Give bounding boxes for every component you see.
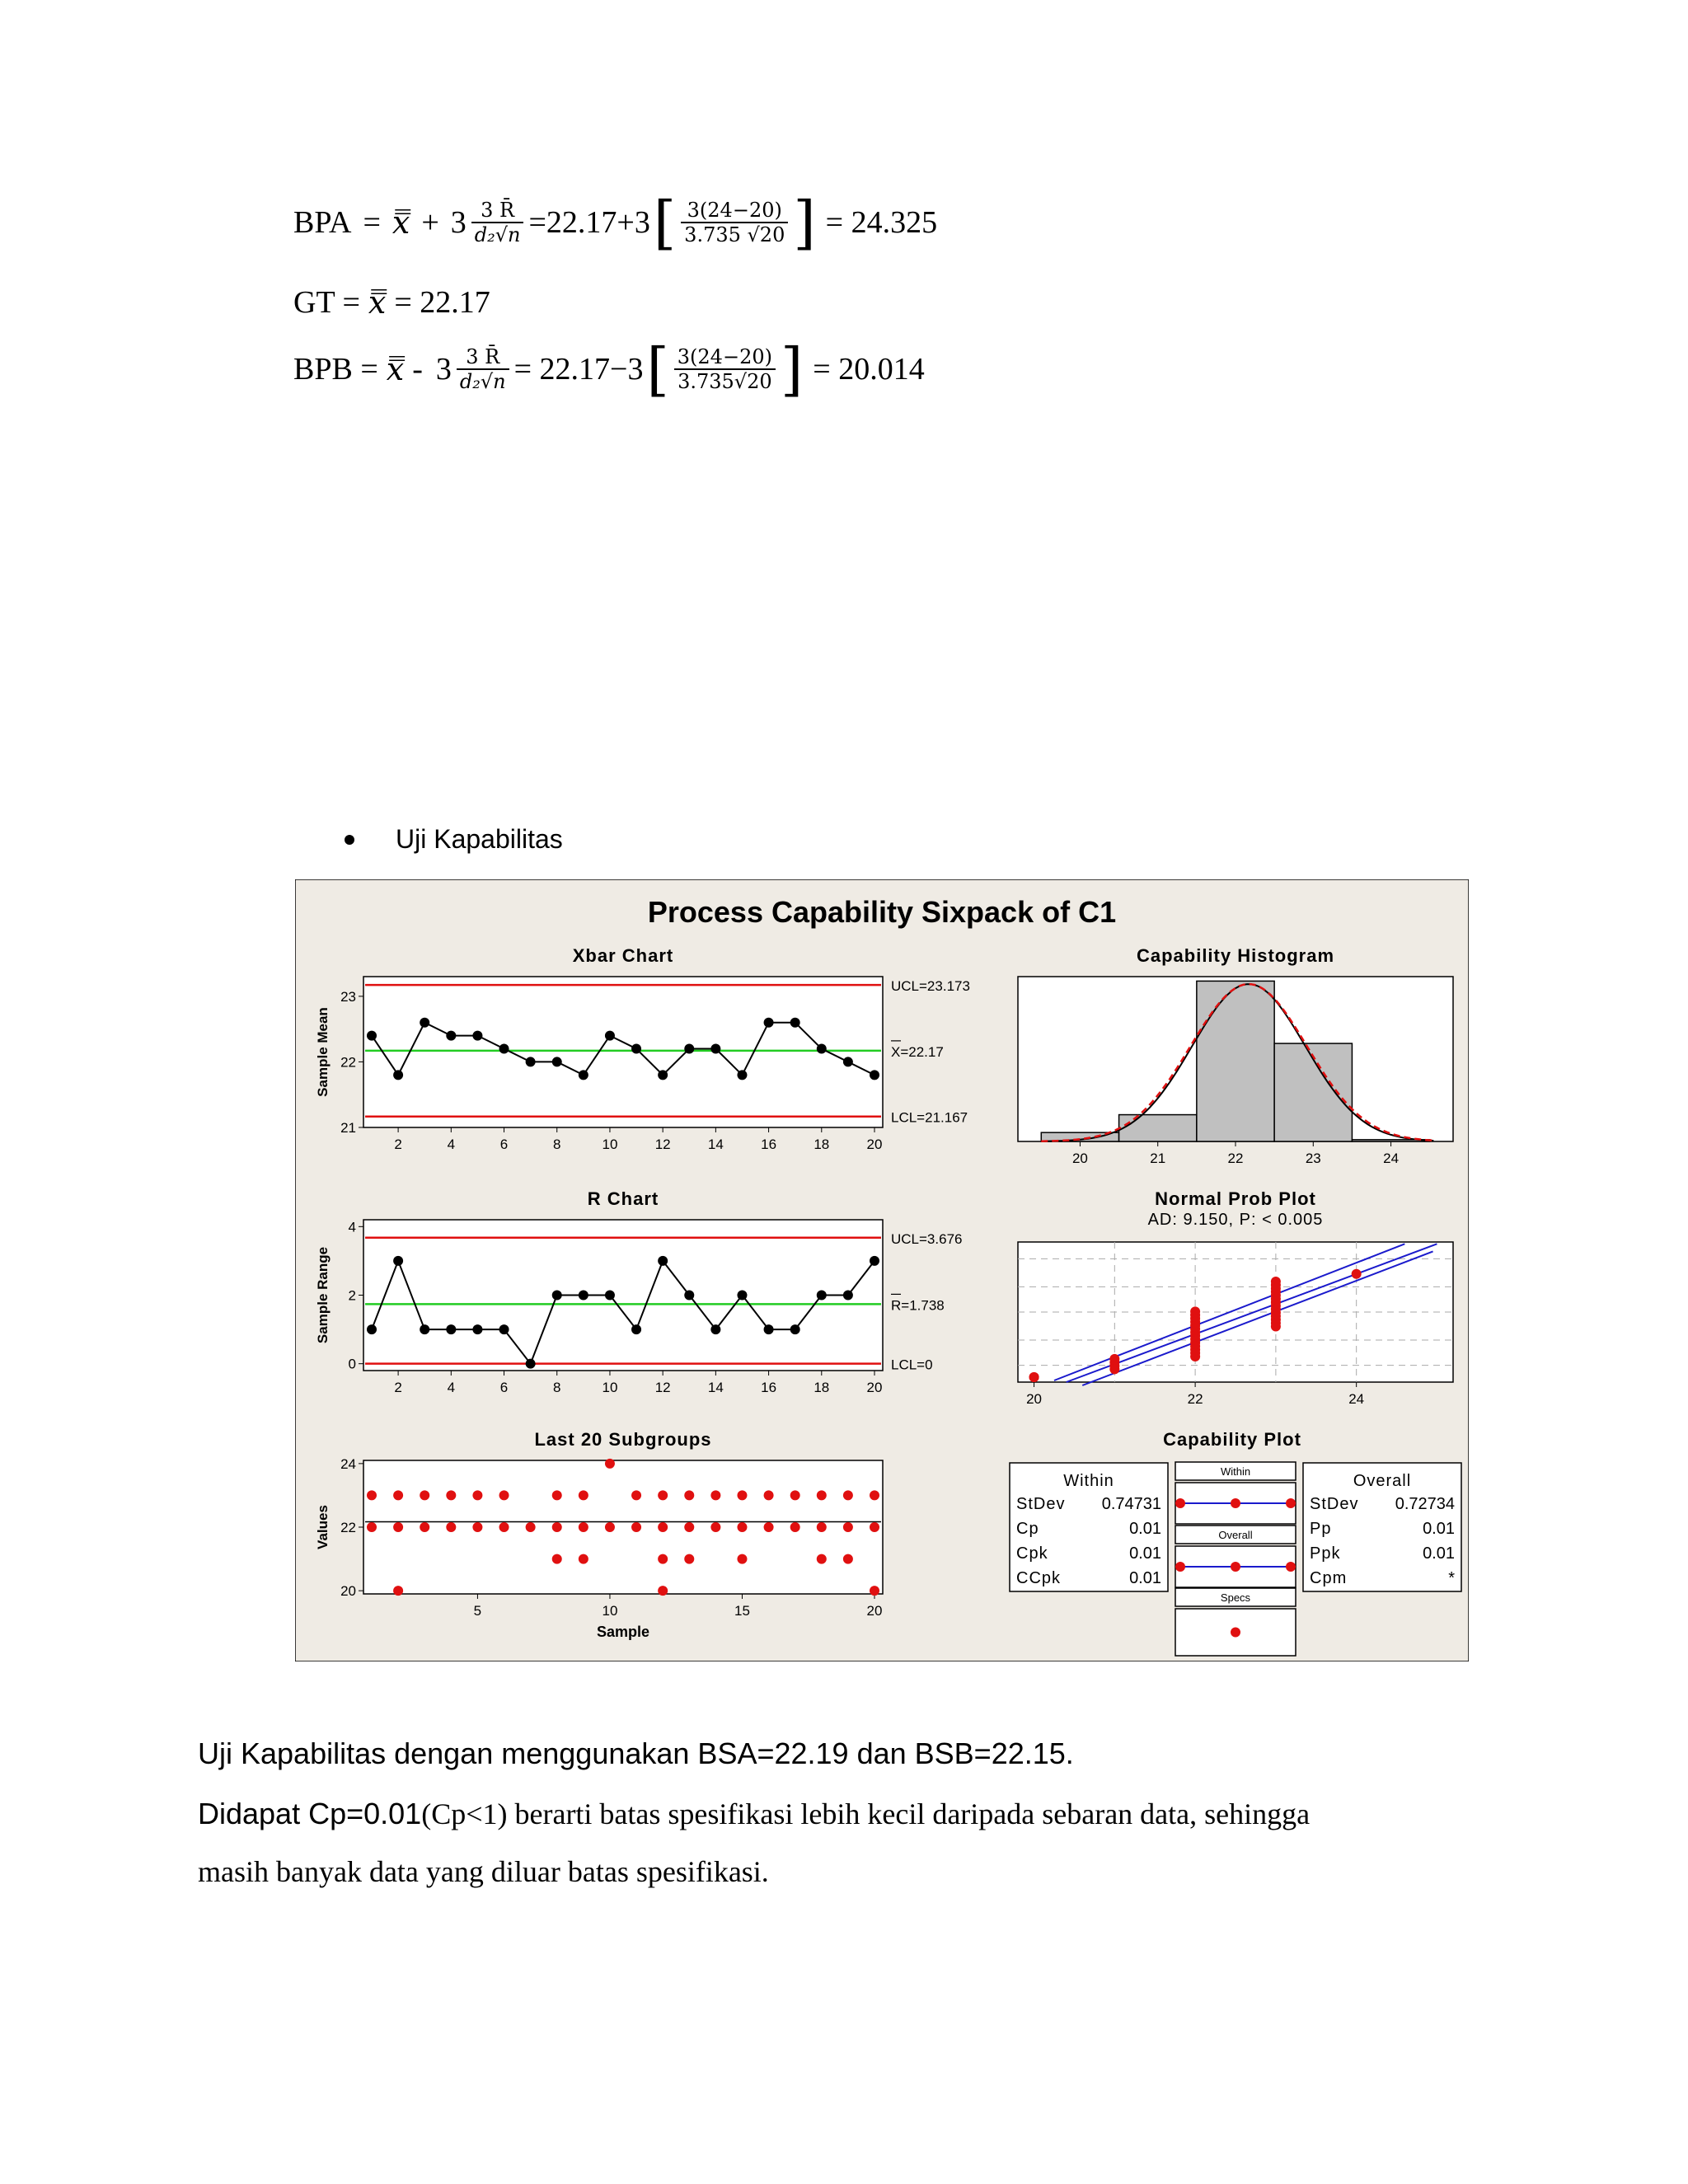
overall-table-header: Overall (1353, 1472, 1412, 1490)
xbar-xtick-label: 18 (814, 1137, 830, 1152)
rchart-point (446, 1324, 456, 1334)
xbar-xtick-label: 12 (654, 1137, 671, 1152)
xbar-ylabel: Sample Mean (315, 1007, 331, 1097)
prob-xtick-label: 22 (1187, 1391, 1203, 1407)
rchart-plot-area (363, 1220, 883, 1371)
bpa-equals: = (363, 205, 381, 240)
last-point (367, 1522, 377, 1532)
last-point (870, 1490, 879, 1500)
xbar-xtick-label: 4 (447, 1137, 456, 1152)
overall-legend-point (1231, 1562, 1240, 1572)
xbar-xtick-label: 14 (707, 1137, 724, 1152)
last-point (420, 1490, 429, 1500)
xbar-point (817, 1044, 827, 1054)
bpa-fraction (471, 199, 524, 246)
last-plot-area (363, 1460, 883, 1594)
xbar-center-label: X=22.17 (891, 1043, 944, 1060)
last-point (658, 1522, 668, 1532)
overall-legend-point (1175, 1562, 1185, 1572)
bpa-br-num: 3(24−20) (687, 199, 782, 222)
bpa-xbar: x̿ (392, 204, 410, 241)
rchart-xtick-label: 16 (761, 1380, 777, 1395)
last-point (579, 1490, 588, 1500)
sixpack-figure (295, 879, 1469, 1661)
rchart-point (764, 1324, 774, 1334)
last-point (710, 1490, 720, 1500)
overall-row-value: 0.01 (1423, 1544, 1455, 1563)
bpb-frac-num: 3 R̄ (466, 345, 500, 368)
rchart-point (684, 1291, 694, 1301)
xbar-xtick-label: 16 (761, 1137, 777, 1152)
rchart-point (817, 1291, 827, 1301)
last-ytick-label: 22 (340, 1520, 356, 1535)
xbar-xtick-label: 2 (394, 1137, 402, 1152)
rchart-ytick-label: 0 (348, 1356, 356, 1372)
equation-bpa (293, 189, 938, 256)
last-point (367, 1490, 377, 1500)
last-point (420, 1522, 429, 1532)
r-chart (315, 1188, 962, 1395)
last-point (843, 1554, 853, 1564)
last-point (737, 1522, 747, 1532)
xbar-point (737, 1070, 747, 1080)
last-ylabel: Values (315, 1505, 331, 1549)
within-legend-label: Within (1220, 1465, 1251, 1478)
last-point (446, 1490, 456, 1500)
xbar-point (579, 1070, 588, 1080)
xbar-point (420, 1018, 429, 1028)
last-point (579, 1522, 588, 1532)
last-point (526, 1522, 536, 1532)
last-point (393, 1490, 403, 1500)
prob-point (1109, 1364, 1119, 1374)
hist-xtick-label: 22 (1227, 1151, 1244, 1166)
bpb-frac-den: d₂√n (457, 368, 509, 393)
bpb-xbar: x̿ (386, 351, 405, 387)
overall-legend-label: Overall (1218, 1529, 1253, 1541)
paragraph-2 (198, 1797, 1310, 1831)
within-row-value: 0.01 (1129, 1544, 1161, 1563)
last-point (817, 1554, 827, 1564)
last-point (605, 1522, 615, 1532)
within-row-value: 0.01 (1129, 1569, 1161, 1587)
bpa-label: BPA (293, 205, 352, 240)
rchart-point (843, 1291, 853, 1301)
last-point (658, 1490, 668, 1500)
last-point (817, 1522, 827, 1532)
xbar-title: Xbar Chart (572, 945, 674, 966)
bullet-item (345, 824, 563, 855)
overall-row-value: 0.72734 (1395, 1495, 1455, 1513)
bullet-text: Uji Kapabilitas (396, 824, 563, 854)
last-xtick-label: 15 (734, 1603, 750, 1619)
rchart-point (737, 1291, 747, 1301)
last-point (393, 1586, 403, 1596)
last-point (393, 1522, 403, 1532)
rchart-ylabel: Sample Range (315, 1246, 331, 1344)
overall-row-label: Pp (1310, 1520, 1332, 1538)
last-point (684, 1490, 694, 1500)
last-point (870, 1586, 879, 1596)
hist-bar (1119, 1115, 1197, 1141)
gt-result: = 22.17 (394, 285, 490, 320)
last-xlabel: Sample (596, 1624, 650, 1640)
last-point (684, 1554, 694, 1564)
hist-bar (1197, 981, 1274, 1141)
xbar-point (367, 1031, 377, 1041)
xbar-point (843, 1057, 853, 1066)
xbar-point (631, 1044, 641, 1054)
rchart-xtick-label: 12 (654, 1380, 671, 1395)
xbar-ytick-label: 22 (340, 1054, 356, 1071)
overall-legend-point (1286, 1562, 1296, 1572)
bpa-br-den: 3.735 √20 (681, 222, 788, 246)
figure-title: Process Capability Sixpack of C1 (647, 895, 1117, 929)
bullet-dot-icon (345, 835, 354, 845)
within-legend-point (1286, 1498, 1296, 1508)
rchart-xtick-label: 18 (814, 1380, 830, 1395)
rchart-xtick-label: 10 (602, 1380, 618, 1395)
bpa-frac-den: d₂√n (471, 222, 524, 246)
rchart-point (367, 1324, 377, 1334)
overall-row-label: StDev (1310, 1495, 1359, 1513)
within-row-label: CCpk (1016, 1569, 1062, 1587)
xbar-point (446, 1031, 456, 1041)
rchart-point (790, 1324, 800, 1334)
xbar-plot-area (363, 977, 883, 1127)
rchart-point (526, 1359, 536, 1369)
bpb-minus: - (412, 352, 423, 387)
last-point (631, 1522, 641, 1532)
xbar-point (605, 1031, 615, 1041)
hist-title: Capability Histogram (1136, 945, 1335, 966)
xbar-ytick-label: 23 (340, 988, 356, 1005)
paragraph-2-sans: Didapat Cp=0.01 (198, 1797, 422, 1830)
cap-title: Capability Plot (1163, 1429, 1301, 1450)
last-title: Last 20 Subgroups (534, 1429, 712, 1450)
xbar-point (764, 1018, 774, 1028)
last-point (737, 1490, 747, 1500)
xbar-ytick-label: 21 (340, 1120, 356, 1136)
bpb-result: = 20.014 (813, 352, 925, 387)
rchart-ytick-label: 2 (348, 1287, 356, 1304)
rchart-xtick-label: 6 (499, 1380, 509, 1395)
rchart-point (552, 1291, 562, 1301)
last-point (764, 1522, 774, 1532)
paragraph-3: masih banyak data yang diluar batas spesifikasi. (198, 1855, 769, 1888)
rchart-point (393, 1256, 403, 1266)
bpa-frac-num: 3 R̄ (481, 199, 515, 222)
specs-legend-point (1231, 1628, 1240, 1638)
rchart-ucl-label: UCL=3.676 (891, 1230, 963, 1247)
equation-gt (293, 284, 490, 321)
last-xtick-label: 5 (473, 1603, 482, 1619)
last-ytick-label: 20 (340, 1583, 356, 1600)
paragraph-2-serif: (Cp<1) berarti batas spesifikasi lebih kecil daripada sebaran data, sehingga (421, 1797, 1311, 1830)
prob-xtick-label: 24 (1348, 1391, 1365, 1407)
overall-row-value: * (1448, 1569, 1455, 1587)
last-xtick-label: 10 (602, 1603, 618, 1619)
rchart-point (472, 1324, 482, 1334)
last-point (817, 1490, 827, 1500)
bpb-br-num: 3(24−20) (677, 345, 772, 368)
xbar-xtick-label: 10 (602, 1137, 618, 1152)
equation-bpb (293, 335, 925, 403)
rchart-point (631, 1324, 641, 1334)
last-point (737, 1554, 747, 1564)
last-point (499, 1490, 509, 1500)
xbar-xtick-label: 20 (866, 1137, 883, 1152)
rchart-point (499, 1324, 509, 1334)
last-point (552, 1522, 562, 1532)
rchart-point (605, 1291, 615, 1301)
within-row-label: Cp (1016, 1520, 1039, 1538)
prob-xtick-label: 20 (1026, 1391, 1043, 1407)
last-point (472, 1490, 482, 1500)
xbar-point (526, 1057, 536, 1066)
last-point (499, 1522, 509, 1532)
within-row-label: StDev (1016, 1495, 1066, 1513)
bpb-br-den: 3.735√20 (674, 368, 776, 393)
overall-row-value: 0.01 (1423, 1520, 1455, 1538)
rchart-lcl-label: LCL=0 (891, 1357, 933, 1373)
rchart-point (420, 1324, 429, 1334)
last-point (579, 1554, 588, 1564)
within-row-value: 0.01 (1129, 1520, 1161, 1538)
bpa-plus: + (421, 205, 439, 240)
xbar-xtick-label: 8 (553, 1137, 561, 1152)
last-point (446, 1522, 456, 1532)
gt-xbar: x̿ (368, 284, 387, 321)
prob-title: Normal Prob Plot (1155, 1188, 1316, 1209)
within-legend-point (1231, 1498, 1240, 1508)
overall-row-label: Ppk (1310, 1544, 1341, 1563)
specs-legend-label: Specs (1220, 1591, 1251, 1604)
last-point (790, 1522, 800, 1532)
xbar-point (552, 1057, 562, 1066)
rchart-xtick-label: 20 (866, 1380, 883, 1395)
rchart-xtick-label: 4 (447, 1380, 456, 1395)
rchart-point (579, 1291, 588, 1301)
within-row-value: 0.74731 (1101, 1495, 1161, 1513)
rchart-center-label: R=1.738 (891, 1297, 945, 1314)
bpa-bracket: [ $\frac{3(24-20)}{3.735 √20}$ ] (653, 189, 816, 256)
last-point (605, 1459, 615, 1469)
gt-label: GT = (293, 285, 360, 320)
prob-subtitle: AD: 9.150, P: < 0.005 (1147, 1211, 1324, 1229)
within-table-header: Within (1063, 1472, 1114, 1490)
hist-xtick-label: 20 (1071, 1151, 1088, 1166)
last-point (764, 1490, 774, 1500)
last-point (631, 1490, 641, 1500)
rchart-point (870, 1256, 879, 1266)
rchart-title: R Chart (587, 1188, 659, 1209)
last-point (790, 1490, 800, 1500)
hist-xtick-label: 21 (1150, 1151, 1166, 1166)
last-point (472, 1522, 482, 1532)
last-point (843, 1522, 853, 1532)
within-legend-point (1175, 1498, 1185, 1508)
capability-histogram (1018, 945, 1453, 1166)
bpb-bracket: [ $\frac{3(24-20)}{3.735√20}$ ] (646, 335, 804, 403)
xbar-point (472, 1031, 482, 1041)
bpa-result: = 24.325 (825, 205, 938, 240)
bpa-three: 3 (450, 205, 467, 240)
rchart-point (658, 1256, 668, 1266)
hist-xtick-label: 24 (1383, 1151, 1400, 1166)
hist-xtick-label: 23 (1305, 1151, 1321, 1166)
paragraph-1: Uji Kapabilitas dengan menggunakan BSA=22.19 dan BSB=22.15. (198, 1736, 1074, 1770)
xbar-ucl-label: UCL=23.173 (891, 978, 970, 995)
last-point (870, 1522, 879, 1532)
xbar-point (790, 1018, 800, 1028)
last-xtick-label: 20 (866, 1603, 883, 1619)
rchart-point (710, 1324, 720, 1334)
xbar-lcl-label: LCL=21.167 (891, 1109, 968, 1126)
last-point (552, 1554, 562, 1564)
xbar-point (658, 1070, 668, 1080)
xbar-point (870, 1070, 879, 1080)
last-point (658, 1586, 668, 1596)
last-point (710, 1522, 720, 1532)
last-ytick-label: 24 (340, 1455, 356, 1472)
xbar-point (393, 1070, 403, 1080)
xbar-chart (315, 945, 970, 1152)
bpb-three: 3 (435, 352, 452, 387)
prob-point (1352, 1269, 1362, 1279)
prob-point (1029, 1372, 1039, 1382)
bpb-label: BPB = (293, 352, 378, 387)
xbar-xtick-label: 6 (499, 1137, 509, 1152)
prob-point (1190, 1352, 1200, 1361)
rchart-xtick-label: 2 (394, 1380, 402, 1395)
rchart-xtick-label: 14 (707, 1380, 724, 1395)
overall-row-label: Cpm (1310, 1569, 1348, 1587)
bpb-mid: = 22.17−3 (513, 352, 644, 387)
xbar-point (499, 1044, 509, 1054)
rchart-xtick-label: 8 (553, 1380, 561, 1395)
last-point (843, 1490, 853, 1500)
bpb-fraction (457, 345, 509, 393)
prob-point (1271, 1322, 1281, 1332)
last-point (684, 1522, 694, 1532)
bpa-mid: =22.17+3 (528, 205, 650, 240)
xbar-point (684, 1044, 694, 1054)
rchart-ytick-label: 4 (348, 1219, 356, 1235)
last-point (552, 1490, 562, 1500)
xbar-point (710, 1044, 720, 1054)
within-row-label: Cpk (1016, 1544, 1048, 1563)
last-point (658, 1554, 668, 1564)
